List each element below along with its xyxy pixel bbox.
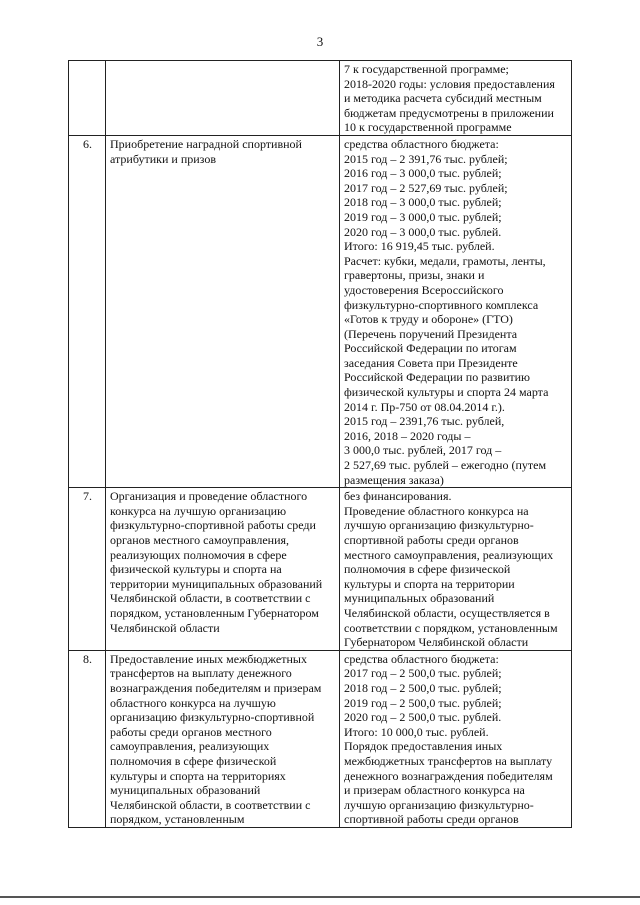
text-line: физкультурно-спортивной работы среди xyxy=(110,518,316,533)
table-row xyxy=(69,650,572,827)
measure-description xyxy=(106,61,340,136)
text-line: средства областного бюджета: xyxy=(344,651,499,666)
funding-info xyxy=(340,135,572,487)
text-line: Итого: 16 919,45 тыс. рублей. xyxy=(344,239,495,254)
text-line: «Готов к труду и обороне» (ГТО) xyxy=(344,312,513,327)
row-number: 7. xyxy=(69,488,106,651)
text-line: спортивной работы среди органов xyxy=(344,533,519,547)
scan-edge-line xyxy=(0,896,640,898)
text-line: физической культуры и спорта на xyxy=(110,562,282,577)
text-line: без финансирования. xyxy=(344,489,452,504)
text-line: полномочия в сфере физической xyxy=(110,753,277,768)
text-line: областного конкурса на лучшую xyxy=(110,695,276,710)
text-line: Организация и проведение областного xyxy=(110,489,308,504)
text-line: организацию физкультурно-спортивной xyxy=(110,710,315,725)
text-line: 2014 г. Пр-750 от 08.04.2014 г.). xyxy=(344,399,505,414)
text-line: 3 000,0 тыс. рублей, 2017 год – xyxy=(344,443,502,458)
text-line: физической культуры и спорта 24 марта xyxy=(344,385,549,400)
row-number xyxy=(69,61,106,136)
text-line: вознаграждения победителям и призерам xyxy=(110,680,322,695)
text-line: денежного вознаграждения победителям xyxy=(344,768,553,783)
text-line: удостоверения Всероссийского xyxy=(344,282,504,297)
measure-description xyxy=(106,135,340,487)
text-line: и призерам областного конкурса на xyxy=(344,783,525,798)
funding-info xyxy=(340,488,572,651)
row-number: 8. xyxy=(69,650,106,827)
table-row xyxy=(69,61,572,136)
text-line: территории муниципальных образований xyxy=(110,576,323,591)
text-line: Расчет: кубки, медали, грамоты, ленты, xyxy=(344,253,546,268)
text-line: Российской Федерации по развитию xyxy=(344,370,531,385)
text-line: реализующих полномочия в сфере xyxy=(110,547,287,562)
text-line: муниципальных образований xyxy=(110,783,261,798)
text-line: 2020 год – 2 500,0 тыс. рублей. xyxy=(344,710,502,725)
text-line: муниципальных образований xyxy=(344,591,495,606)
text-line: Итого: 10 000,0 тыс. рублей. xyxy=(344,724,489,739)
funding-info xyxy=(340,650,572,827)
text-line: конкурса на лучшую организацию xyxy=(110,503,287,518)
text-line: заседания Совета при Президенте xyxy=(344,355,518,370)
text-line: Челябинской области, в соответствии с xyxy=(110,591,311,606)
text-line: атрибутики и призов xyxy=(110,151,216,166)
measure-description xyxy=(106,488,340,651)
text-line: Российской Федерации по итогам xyxy=(344,341,517,356)
text-line: лучшую организацию физкультурно- xyxy=(344,797,534,812)
text-line: порядком, установленным xyxy=(110,812,245,827)
text-line: работы среди органов местного xyxy=(110,724,272,739)
text-line: спортивной работы среди органов xyxy=(344,812,519,827)
measure-description xyxy=(106,650,340,827)
text-line: Челябинской области xyxy=(110,620,220,635)
text-line: 2015 год – 2391,76 тыс. рублей, xyxy=(344,414,505,429)
page-number: 3 xyxy=(316,34,324,49)
text-line: культуры и спорта на территории xyxy=(344,576,515,591)
text-line: 2016, 2018 – 2020 годы – xyxy=(344,428,471,443)
text-line: 7 к государственной программе; xyxy=(344,62,509,76)
text-line: соответствии с порядком, установленным xyxy=(344,620,558,635)
text-line: культуры и спорта на территориях xyxy=(110,768,286,783)
text-line: бюджетам предусмотрены в приложении xyxy=(344,105,554,120)
text-line: гравертоны, призы, знаки и xyxy=(344,268,485,283)
text-line: 2019 год – 2 500,0 тыс. рублей; xyxy=(344,695,502,710)
text-line: 2019 год – 3 000,0 тыс. рублей; xyxy=(344,209,502,224)
text-line: 2017 год – 2 500,0 тыс. рублей; xyxy=(344,666,502,681)
text-line: 2018 год – 3 000,0 тыс. рублей; xyxy=(344,195,502,210)
text-line: полномочия в сфере физической xyxy=(344,562,511,577)
text-line: Приобретение наградной спортивной xyxy=(110,136,302,151)
text-line: 10 к государственной программе xyxy=(344,120,512,135)
text-line: порядком, установленным Губернатором xyxy=(110,605,319,620)
program-table xyxy=(68,60,572,828)
text-line: размещения заказа) xyxy=(344,472,444,487)
text-line: Челябинской области, в соответствии с xyxy=(110,797,311,812)
text-line: средства областного бюджета: xyxy=(344,136,499,151)
text-line: органов местного самоуправления, xyxy=(110,533,290,547)
funding-info xyxy=(340,61,572,136)
row-number: 6. xyxy=(69,135,106,487)
text-line: лучшую организацию физкультурно- xyxy=(344,518,534,533)
text-line: Губернатором Челябинской области xyxy=(344,635,529,650)
text-line: 2017 год – 2 527,69 тыс. рублей; xyxy=(344,180,508,195)
text-line: Порядок предоставления иных xyxy=(344,739,503,754)
text-line: трансфертов на выплату денежного xyxy=(110,666,292,681)
text-line: 2020 год – 3 000,0 тыс. рублей. xyxy=(344,224,502,239)
text-line: Челябинской области, осуществляется в xyxy=(344,605,550,620)
text-line: 2 527,69 тыс. рублей – ежегодно (путем xyxy=(344,458,547,473)
text-line: самоуправления, реализующих xyxy=(110,739,270,754)
text-line: местного самоуправления, реализующих xyxy=(344,547,554,562)
text-line: и методика расчета субсидий местным xyxy=(344,91,542,106)
text-line: физкультурно-спортивного комплекса xyxy=(344,297,539,312)
text-line: 2018-2020 годы: условия предоставления xyxy=(344,76,555,91)
text-line: Предоставление иных межбюджетных xyxy=(110,651,307,666)
text-line: 2018 год – 2 500,0 тыс. рублей; xyxy=(344,680,502,695)
table-row xyxy=(69,488,572,651)
text-line: 2016 год – 3 000,0 тыс. рублей; xyxy=(344,166,502,181)
text-line: Проведение областного конкурса на xyxy=(344,503,529,518)
text-line: 2015 год – 2 391,76 тыс. рублей; xyxy=(344,151,508,166)
text-line: межбюджетных трансфертов на выплату xyxy=(344,753,553,768)
text-line: (Перечень поручений Президента xyxy=(344,326,518,341)
table-row xyxy=(69,135,572,487)
